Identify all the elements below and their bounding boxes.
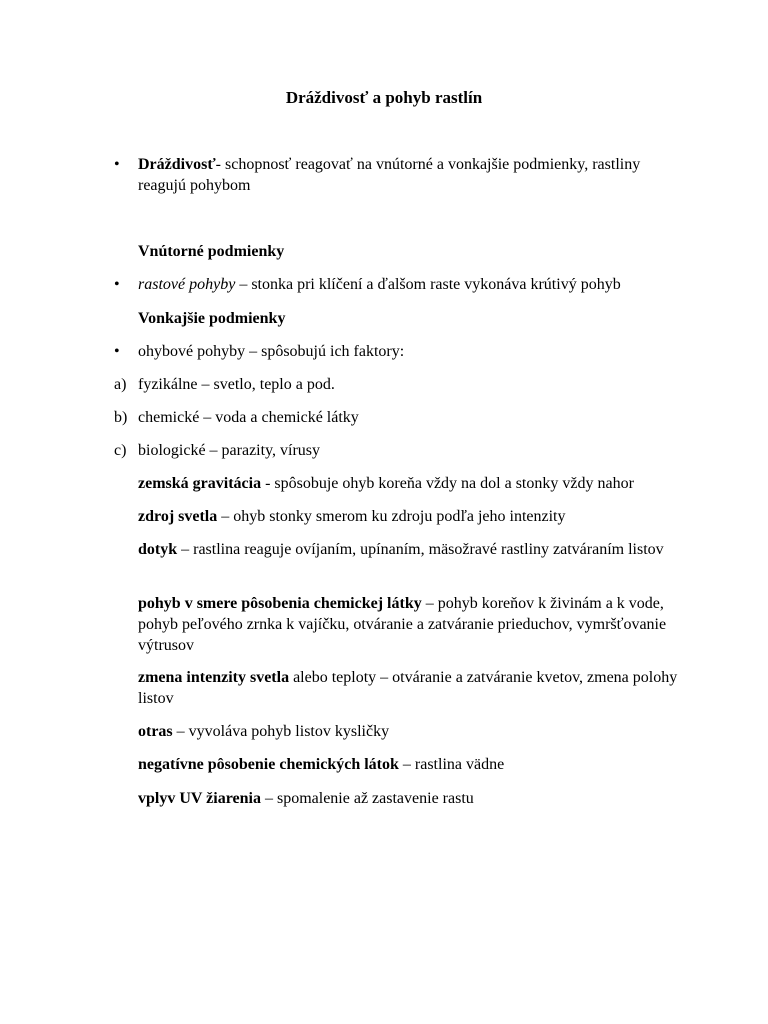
- stimulus-term: negatívne pôsobenie chemických látok: [138, 756, 399, 773]
- bullet-marker: •: [114, 343, 120, 360]
- intro-text: - schopnosť reagovať na vnútorné a vonkajšie podmienky, rastliny reagujú pohybom: [138, 156, 641, 194]
- stimulus-item: [138, 721, 678, 742]
- internal-text: – stonka pri klíčení a ďalšom raste vykonáva krútivý pohyb: [235, 276, 621, 293]
- document-title: Dráždivosť a pohyb rastlín: [285, 88, 483, 107]
- bullet-marker: •: [114, 276, 120, 293]
- stimulus-term: vplyv UV žiarenia: [138, 790, 261, 807]
- external-paragraph: ohybové pohyby – spôsobujú ich faktory:: [138, 343, 405, 360]
- factor-item: fyzikálne – svetlo, teplo a pod.: [138, 376, 335, 393]
- stimulus-item: [138, 667, 678, 709]
- external-heading: Vonkajšie podmienky: [138, 310, 286, 327]
- stimulus-text: alebo teploty – otváranie a zatváranie kvetov, zmena polohy listov: [138, 669, 678, 707]
- factor-marker: c): [114, 442, 127, 459]
- stimulus-term: pohyb v smere pôsobenia chemickej látky: [138, 595, 422, 612]
- internal-term: rastové pohyby: [138, 276, 236, 293]
- factor-marker: b): [114, 409, 128, 426]
- stimulus-text: – spomalenie až zastavenie rastu: [260, 790, 474, 807]
- factor-item: biologické – parazity, vírusy: [138, 442, 321, 459]
- stimulus-item: [138, 539, 678, 560]
- stimulus-term: zmena intenzity svetla: [138, 669, 290, 686]
- stimulus-term: zdroj svetla: [138, 508, 218, 525]
- stimulus-text: – ohyb stonky smerom ku zdroju podľa jeho intenzity: [217, 508, 566, 525]
- stimulus-item: [138, 506, 678, 527]
- stimulus-item: [138, 754, 678, 775]
- bullet-marker: •: [114, 156, 120, 173]
- intro-term: Dráždivosť: [138, 156, 216, 173]
- stimulus-term: otras: [138, 723, 173, 740]
- stimulus-term: dotyk: [138, 541, 178, 558]
- internal-heading: Vnútorné podmienky: [138, 243, 285, 260]
- stimulus-text: – rastlina vädne: [398, 756, 505, 773]
- stimulus-term: zemská gravitácia: [138, 475, 262, 492]
- stimulus-text: – pohyb koreňov k živinám a k vode, pohyb peľového zrnka k vajíčku, otváranie a zatváranie prieduchov, vymršťovanie výtrusov: [138, 595, 667, 654]
- stimulus-item: [138, 788, 678, 809]
- intro-paragraph: [138, 154, 678, 196]
- stimulus-text: – rastlina reaguje ovíjaním, upínaním, mäsožravé rastliny zatváraním listov: [177, 541, 664, 558]
- stimulus-item: [138, 473, 678, 494]
- stimulus-text: - spôsobuje ohyb koreňa vždy na dol a stonky vždy nahor: [261, 475, 634, 492]
- factor-marker: a): [114, 376, 127, 393]
- internal-paragraph: [138, 274, 678, 295]
- factor-item: chemické – voda a chemické látky: [138, 409, 359, 426]
- stimulus-item: [138, 593, 678, 656]
- stimulus-text: – vyvoláva pohyb listov kysličky: [172, 723, 390, 740]
